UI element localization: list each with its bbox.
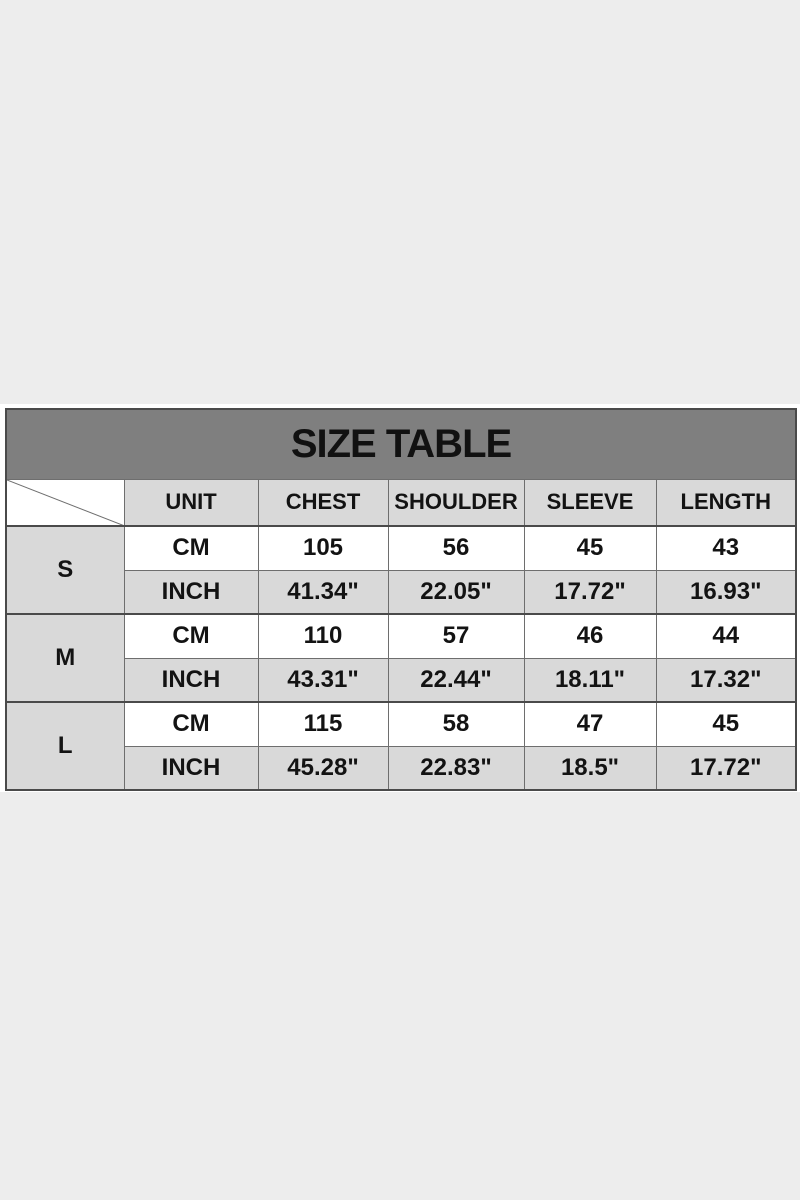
header-cell-chest: CHEST [258,479,388,526]
column-header-row [6,479,796,526]
value-cell-shoulder: 22.05" [388,570,524,614]
size-label-cell: L [6,702,124,790]
table-row [6,746,796,790]
header-cell-sleeve: SLEEVE [524,479,656,526]
value-cell-length: 17.72" [656,746,796,790]
value-cell-shoulder: 57 [388,614,524,658]
value-cell-sleeve: 47 [524,702,656,746]
value-cell-chest: 43.31" [258,658,388,702]
value-cell-chest: 115 [258,702,388,746]
table-row [6,658,796,702]
size-table [5,408,797,791]
value-cell-shoulder: 22.44" [388,658,524,702]
unit-cell: CM [124,614,258,658]
value-cell-length: 43 [656,526,796,570]
value-cell-shoulder: 58 [388,702,524,746]
diagonal-divider-icon [7,480,124,526]
header-cell-shoulder: SHOULDER [388,479,524,526]
value-cell-length: 45 [656,702,796,746]
value-cell-chest: 105 [258,526,388,570]
unit-cell: INCH [124,570,258,614]
value-cell-length: 44 [656,614,796,658]
value-cell-shoulder: 56 [388,526,524,570]
value-cell-length: 17.32" [656,658,796,702]
table-row [6,526,796,570]
table-row [6,614,796,658]
size-table-title: SIZE TABLE [6,409,796,479]
size-label-cell: S [6,526,124,614]
header-cell-unit: UNIT [124,479,258,526]
value-cell-sleeve: 18.11" [524,658,656,702]
value-cell-sleeve: 46 [524,614,656,658]
value-cell-chest: 41.34" [258,570,388,614]
title-row [6,409,796,479]
unit-cell: INCH [124,658,258,702]
value-cell-sleeve: 17.72" [524,570,656,614]
value-cell-length: 16.93" [656,570,796,614]
value-cell-shoulder: 22.83" [388,746,524,790]
unit-cell: CM [124,702,258,746]
value-cell-chest: 45.28" [258,746,388,790]
value-cell-chest: 110 [258,614,388,658]
value-cell-sleeve: 18.5" [524,746,656,790]
corner-cell [6,479,124,526]
unit-cell: INCH [124,746,258,790]
table-row [6,702,796,746]
header-cell-length: LENGTH [656,479,796,526]
size-label-cell: M [6,614,124,702]
table-row [6,570,796,614]
unit-cell: CM [124,526,258,570]
value-cell-sleeve: 45 [524,526,656,570]
